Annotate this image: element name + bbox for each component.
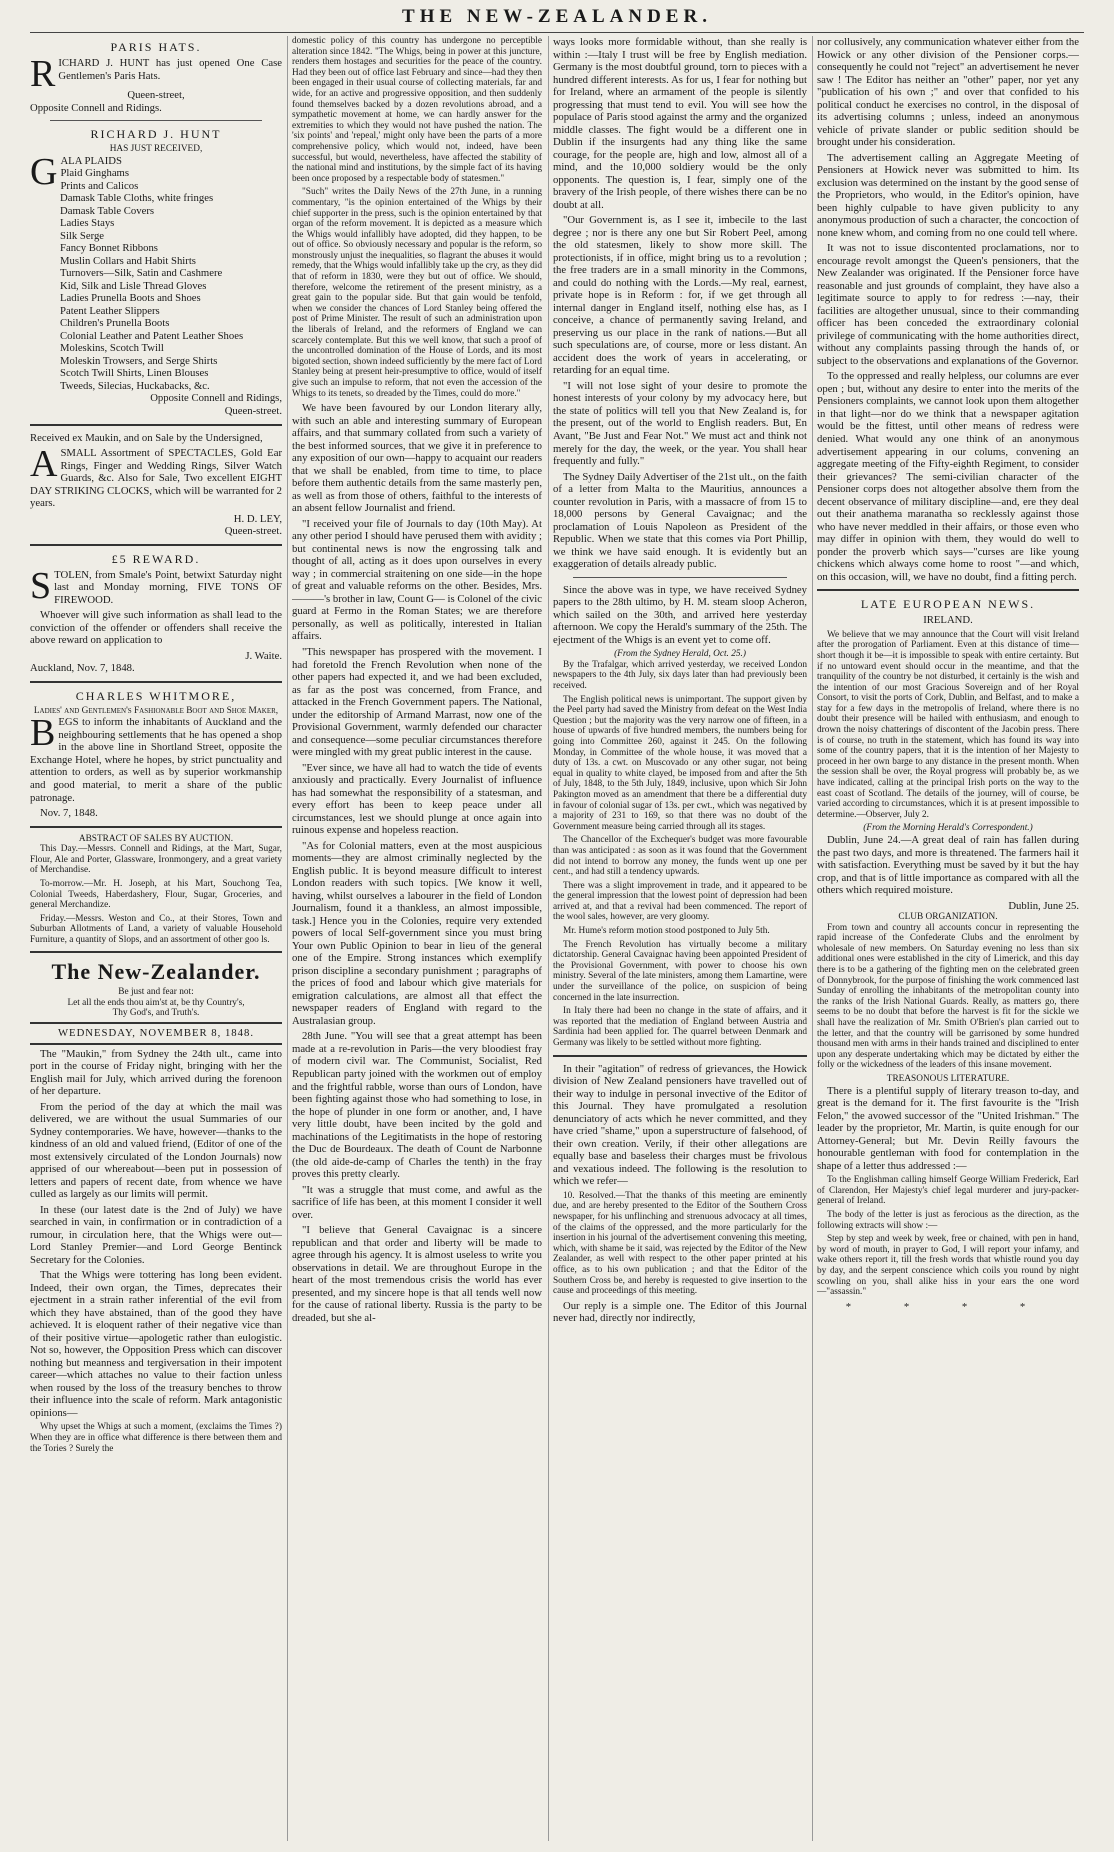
- section-rule: [553, 1055, 807, 1057]
- news-paragraph: The Chancellor of the Exchequer's budget was more favourable than was anticipated : as soon as it was found that the Government did not intend to borrow any money, the funds went up one per cent., and had still a tendency upwards.: [553, 835, 807, 878]
- article-paragraph: "Ever since, we have all had to watch the tide of events anxiously and practically. Every Journalist of influence has had somewhat the responsibility of a statesman, and every effort has been to keep peace under all circumstances, lest we should plunge at once again into ruinous expense and hopeless reaction.: [292, 761, 542, 837]
- reward-text: STOLEN, from Smale's Point, betwixt Saturday night last and Monday morning, FIVE TONS OF FIREWOOD.: [30, 564, 282, 607]
- subsection-heading: CLUB ORGANIZATION.: [898, 912, 998, 923]
- list-item: Colonial Leather and Patent Leather Shoes: [60, 329, 244, 342]
- hunt-heading: RICHARD J. HUNT: [90, 127, 222, 142]
- hunt-goods-list: [30, 150, 282, 393]
- article-paragraph: It was not to issue discontented proclamations, nor to encourage revolt amongst the Queen's pensioners, that the New Zealander was originated. If the Pensioner force have reasonable and just grounds of complaint, they have also a legitimate source to apply to for redress :—nay, their facilities are altogether unusual, since to their commanding officer has been conceded the extraordinary colonial privilege of communicating with the home authorities direct, without any complaints passing through the hands of, or subject to the observations and explanations of the Governor.: [817, 242, 1079, 367]
- ad-rule: [30, 681, 282, 683]
- news-paragraph: In Italy there had been no change in the state of affairs, and it was reported that the mediation of England between Austria and Sardinia had been applied for. The quarrel between Denmark and Germany was likely to be settled without more fighting.: [553, 1006, 807, 1049]
- paris-hats-heading: PARIS HATS.: [110, 40, 202, 54]
- auction-item: To-morrow.—Mr. H. Joseph, at his Mart, Souchong Tea, Colonial Tweeds, Haberdashery, Flour, Sugar, Groceries, and general Merchandize.: [30, 878, 282, 911]
- quoted-paragraph: domestic policy of this country has undergone no perceptible alteration since 1842. "The Whigs, being in power at this juncture, renders them hostages and securities for the peace of the country. Had they been out of office last February and since—had they then been engaged in their usual course of collecting materials, far and wide, for an active and progressive opposition, and then suddenly found themselves backed by a dozen revolutions abroad, and a sympathetic movement at home, we can hardly answer for the extremities to which they would not have pushed the nation. The 'six points' and 'repeal,' might only have been the parts of a more comprehensive policy, which would not, indeed, have been successful, but would, nevertheless, have affected the stability of the national mind and institutions, by the simple fact of its having been once proposed by a respectable body of statesmen.": [292, 36, 542, 184]
- list-item: Plaid Ginghams: [60, 167, 130, 180]
- reward-date: Auckland, Nov. 7, 1848.: [30, 662, 135, 675]
- list-item: Children's Prunella Boots: [60, 317, 170, 330]
- letter-quote: Step by step and week by week, free or chained, with pen in hand, by word of mouth, in prayer to God, I will report your infamy, and wake others report it, till the fresh words that whistle round you day by day, and the serpent conscience which coils you round by night scowling on you, shall alike hiss in your ears the one word—"assassin.": [817, 1234, 1079, 1298]
- list-item: Scotch Twill Shirts, Linen Blouses: [60, 367, 209, 380]
- section-heading: LATE EUROPEAN NEWS.: [860, 597, 1036, 612]
- list-item: Fancy Bonnet Ribbons: [60, 242, 158, 255]
- auction-item: This Day.—Messrs. Connell and Ridings, at the Mart, Sugar, Flour, Ale and Porter, Glassware, Ironmongery, and a great variety of Merchandise.: [30, 844, 282, 876]
- list-item: Damask Table Covers: [60, 204, 155, 217]
- asterism: * * * *: [845, 1300, 1051, 1313]
- article-paragraph: In these (our latest date is the 2nd of July) we have searched in vain, in confirmation or in contradiction of a rumour, in circulation here, that the Whigs were out—Lord Stanley Premier—and Lord George Bentinck Secretary for the Colonies.: [30, 1203, 282, 1266]
- news-paragraph: The French Revolution has virtually become a military dictatorship. General Cavaignac having been appointed President of the Provisional Government, with power to choose his own ministry. Several of the late ministers, among them Lamartine, were under the surveillance of the police, on suspicion of being concerned in the late insurrection.: [553, 939, 807, 1003]
- article-paragraph: Our reply is a simple one. The Editor of this Journal never had, directly nor indirectly,: [553, 1299, 807, 1325]
- motto: Let all the ends thou aim'st at, be thy Country's,: [67, 997, 245, 1008]
- quoted-paragraph: "Such" writes the Daily News of the 27th June, in a running commentary, "is the opinion entertained of the Whigs by their chief supporter in the press, such is the opinion entertained by that organ of the reform movement. It is depicted as a measure which the Whigs would infallibly have adopted, did they happen, to be out of office. So obviously necessary and popular is the reform, so monstrously unjust the inequalities, so flagrant the abuses it would remedy, that the Whigs would infallibly take up the cry, as they did that of reform in 1830, were they but out of office. We should, therefore, welcome the retirement of the present ministry, as a great gain to the popular side. But that gain would be tenfold, when we consider the chances of Lord Stanley being offered the post of Prime Minister. The result of such an administration upon the liberals of Ireland, and the reformers of England we can scarcely contemplate. But this we well know, that such a proof of the uncontrolled domination of the House of Lords, and its most bigoted section, shown indeed sufficiently by the mere fact of Lord Stanley being at present heir-presumptive to office, would of itself give such an impulse to reform, that not even the accession of the Whigs to its tenets, so dreaded by the Times, could do more.": [292, 187, 542, 399]
- drop-cap: G: [30, 150, 58, 193]
- list-item: Prints and Calicos: [60, 179, 139, 192]
- dateline-rule: [30, 1043, 282, 1045]
- column-divider: [287, 36, 288, 1841]
- dateline: WEDNESDAY, NOVEMBER 8, 1848.: [57, 1027, 255, 1039]
- article-paragraph: Dublin, June 24.—A great deal of rain has fallen during the past two days, and more is threatened. The farmers hail it with satisfaction. Everything must be saved by it but the hay crop, and that is of little importance as compared with all the others which required moisture.: [817, 834, 1079, 897]
- letter-intro: The body of the letter is just as ferocious as the direction, as the following extracts will show :—: [817, 1209, 1079, 1231]
- news-paragraph: We believe that we may announce that the Court will visit Ireland after the prorogation of Parliament. Even at this distance of time—short though it be—it is impossible to speak with entire certainty. But if no untoward event should occur in the meantime, and that the tranquility of the country be not disturbed, it certainly is the wish and the intention of our most Gracious Sovereign and of her Royal Consort, to visit the ports of Cork, Dublin, and Belfast, and to make a stay for a few days in the metropolis of Ireland, where there is no doubt their presence will be hailed with enthusiasm, and enough to drown the noisy chatterings of discontent of the Jacobin press. There is of course, no truth in the statement, which has found its way into some of the country papers, that it is the intention of her Majesty to proceed in her own barge to any distance in the present month. When the session shall be over, the Royal progress will probably be, as we have indicated, calling at the principal Irish ports on the way to the east coast of Scotland. The details of the journey, will of course, be varied according to circumstances, which it is at present impossible to determine.—Observer, July 2.: [817, 629, 1079, 820]
- list-item: Kid, Silk and Lisle Thread Gloves: [60, 279, 207, 292]
- dateline-rule: [30, 1022, 282, 1024]
- article-paragraph: ways looks more formidable without, than she really is within :—Italy I trust will be free by English mediation. Germany is the most doubtful ground, torn to pieces with a hundred different interests. As for us, I fear for nothing but for Ireland, where an armament of the people is silently progressing that must tend to evil. You will see how the populace of Paris stood against the army and the organized middle classes. The fight would be a different one in Dublin if the insurgents had any thing like the same courage, for the people are, high and low, almost all of a mind, and the 10,000 soldiery would be the only opponents. The question is, I fear, simply one of the bravery of the Irish people, of there wishes there can be no doubt at all.: [553, 36, 807, 211]
- signature: H. D. LEY,: [233, 512, 282, 525]
- column-3: [553, 36, 807, 1841]
- masthead: THE NEW-ZEALANDER.: [402, 6, 712, 27]
- auction-heading: ABSTRACT OF SALES BY AUCTION.: [78, 833, 234, 844]
- article-paragraph: The Sydney Daily Advertiser of the 21st ult., on the faith of a letter from Malta to the Mauritius, announces a counter revolution in Paris, with a massacre of from 15 to 18,000 persons by General Cavaignac; and the proclamation of Louis Napoleon as President of the Republic. When we state that this comes via Port Phillip, we think we have said enough. It is evidently but an exaggeration of details already public.: [553, 470, 807, 571]
- article-paragraph: Why upset the Whigs at such a moment, (exclaims the Times ?) When they are in office what difference is there between them and the Tories ? Surely the: [30, 1422, 282, 1454]
- source-credit: (From the Sydney Herald, Oct. 25.): [614, 649, 746, 660]
- section-rule: [573, 577, 787, 578]
- ad-rule: [30, 544, 282, 546]
- news-paragraph: From town and country all accounts concur in representing the rapid increase of the Confederate Clubs and the enrolment by wholesale of new members. On Saturday evening no less than six additional ones were established in the city of Limerick, and this day there is to be a gathering of the fighting men on the celebrated green of Donnybrook, for the purpose of finishing the work commenced last Sunday of enrolling the inhabitants of the metropolitan county into the ranks of the Irish National Guards. Really, as matters go, there seems to be no doubt that before the harvest is fit for the sickle we shall have the realization of Mr. Smith O'Brien's plan carried out to the letter, and that the country will be garrisoned by some hundred thousand men with arms in their hands trained and disciplined to enter upon any desperate undertaking which may be dictated by either the folly or the wickedness of the leaders of this insane movement.: [817, 922, 1079, 1071]
- auction-item: Friday.—Messrs. Weston and Co., at their Stores, Town and Suburban Allotments of Land, a variety of valuable Household Furniture, a quantity of Slops, and an assortment of other goo ls.: [30, 913, 282, 945]
- list-item: Moleskin Trowsers, and Serge Shirts: [60, 354, 218, 367]
- hunt-subheading: HAS JUST RECEIVED,: [109, 144, 203, 155]
- list-item: Damask Table Cloths, white fringes: [60, 192, 214, 205]
- article-paragraph: "This newspaper has prospered with the movement. I had foretold the French Revolution when none of the other papers had expected it, and we had been excluded, as far as the post was concerned, from France, and attacked in the French Government papers. The National, under the editorship of Armand Marrast, now one of the Provisional Government, warmly defended our character and consequence—some peculiar circumstances therefore were mingled with my great public interest in the cause.: [292, 645, 542, 759]
- article-paragraph: From the period of the day at which the mail was delivered, we are without the usual Summaries of our Sydney contemporaries. We have, however—thanks to the kindness of an old and valued friend, (Editor of one of the most extensively circulated of the London Journals) now apprised of our whereabout—been put in possession of letters and papers of recent date, from whence we have culled as largely as our limits will permit.: [30, 1100, 282, 1201]
- column-divider: [548, 36, 549, 1841]
- whitmore-subheading: Ladies' and Gentlemen's Fashionable Boot and Shoe Maker,: [33, 705, 279, 716]
- address: Opposite Connell and Ridings,: [150, 392, 282, 405]
- maukin-lead: Received ex Maukin, and on Sale by the Undersigned,: [30, 431, 263, 444]
- reward-heading: £5 REWARD.: [111, 551, 201, 566]
- article-paragraph: There is a plentiful supply of literary treason to-day, and great is the demand for it. The first favourite is the "Irish Felon," the avowed successor of the "United Irishman." The leader by the proprietor, Mr. Martin, is quite enough for our Attorney-General; but Mr. Devin Reilly favours the honourable gentleman with food for contemplation in the shape of a letter thus addressed :—: [817, 1084, 1079, 1172]
- list-item: Ladies Prunella Boots and Shoes: [60, 292, 201, 305]
- whitmore-heading: CHARLES WHITMORE,: [75, 688, 237, 703]
- column-1: [30, 36, 282, 1841]
- article-paragraph: "I received your file of Journals to day (10th May). At any other period I should have perused them with avidity ; but continental news is now the engrossing talk and thought of all, acting as it does upon ourselves in every way ; in commercial straitening on one side—in the hope of great and valuable reforms on the other. Besides, Mrs. ———'s brother in law, Count G— is Colonel of the civic guard at Fermo in the Roman States; we are therefore personally, as well as politically, interested in Italian affairs.: [292, 517, 542, 643]
- source-credit: (From the Morning Herald's Correspondent.): [863, 823, 1033, 834]
- list-item: ALA PLAIDS: [60, 154, 122, 167]
- resolution-quote: 10. Resolved.—That the thanks of this meeting are eminently due, and are hereby presented to the Editor of the Southern Cross newspaper, for his unflinching and strenuous advocacy at all times, of the claims of the oppressed, and the more particularly for the insertion in his journal of the advertisement convening this meeting, which, with shame be it said, was rejected by the Editor of the New Zealander, as well with respect to the other paper printed at his office, as to his own publication ; and that the Editor of the Southern Cross be, and hereby is requested to give insertion to the cause and proceedings of this meeting.: [553, 1190, 807, 1297]
- drop-cap: B: [30, 712, 56, 755]
- drop-cap: R: [30, 53, 56, 96]
- masthead-rule: [30, 32, 1084, 33]
- list-item: Moleskins, Scotch Twill: [60, 342, 164, 355]
- column-2: [292, 36, 542, 1841]
- address: Opposite Connell and Ridings.: [30, 101, 162, 114]
- column-4: [817, 36, 1079, 1841]
- article-paragraph: To the oppressed and really helpless, our columns are ever open ; but, without any desire to enter into the merits of the Pensioners complaints, we cannot look upon them altogether in that light—nor do we think that a newspaper agitation would be the fittest, until other means of redress were denied. What would any one think of an anonymous advertisement appearing in our colums, convening an aggregate meeting of the Fifty-eighth Regiment, to consider their grievances? The semi-civilian character of the Pensioner corps does not altogether absolve them from the decent observance of military discipline—and, ere they deal out their anathema maranatha so recklessly against those who have never meddled in their affairs, or those even who may differ in opinion with them, they would do well to ponder the proverb which says—"curses are like young chickens which always come home to roost "—and which, on this occasion, will, we have no doubt, find a fitting perch.: [817, 370, 1079, 583]
- article-paragraph: Since the above was in type, we have received Sydney papers to the 28th ultimo, by H. M. steam sloop Acheron, which sailed on the 30th, and arrived here yesterday afternoon. We copy the Herald's summary of the 25th. The ejectment of the Whigs is an event yet to come off.: [553, 583, 807, 646]
- article-paragraph: "I believe that General Cavaignac is a sincere republican and that order and liberty will be made to agree through his agency. It is almost useless to write you observations in detail. We are throughout Europe in the heart of the most tremendous crisis the world has ever presented, and my sincere hope is that all tends well now for the cause of rational liberty. Russia is the party to be dreaded, but she al-: [292, 1224, 542, 1324]
- ad-rule: [50, 120, 262, 121]
- list-item: Ladies Stays: [60, 217, 115, 230]
- drop-cap: S: [30, 564, 52, 607]
- signature: J. Waite.: [245, 649, 282, 662]
- nameplate: The New-Zealander.: [51, 959, 261, 985]
- article-paragraph: The advertisement calling an Aggregate Meeting of Pensioners at Howick never was submitted to him. Its exclusion was determined on the instant by the good sense of the Proprietors, who would, in the Editor's opinion, have been highly culpable to have given publicity to any anonymous production of such a character, the concoction of none knew whom, and coming from no one could tell where.: [817, 151, 1079, 239]
- column-divider: [812, 36, 813, 1841]
- article-paragraph: "It was a struggle that must come, and awful as the sacrifice of life has been, at this moment I consider it well over.: [292, 1183, 542, 1221]
- section-rule: [817, 589, 1079, 591]
- whitmore-date: Nov. 7, 1848.: [40, 807, 98, 820]
- article-paragraph: 28th June. "You will see that a great attempt has been made at a re-revolution in Paris—the very bloodiest fray of modern civil war. The Communist, Socialist, Red Republican party joined with the workmen out of employ and the frightful rabble, worse than ours of London, have been fighting against those who had something to lose, in the hope of plunder in one form or another, and, I have very little doubt, have been incited by the gold and machinations of the Legitimatists in the hope of restoring the Duc de Bourdeaux. The death of Count de Narbonne (the old aide-de-camp of Charles the tenth) in the fray proves this pretty clearly.: [292, 1030, 542, 1181]
- article-paragraph: nor collusively, any communication whatever either from the Howick or any other division of the Pensioner corps.—consequently he could not "reject" an advertisement he never saw ! The Editor has neither an "other" paper, nor yet any "publication of his own ;" and over that confided to his political conduct he exercises no control, in the disposal of its advertising columns ; unless, indeed an anonymous vehicle of private slander or public sedition should be brought under his consideration.: [817, 36, 1079, 149]
- article-paragraph: "As for Colonial matters, even at the most auspicious moments—they are almost criminally neglected by the English public. It is beyond measure difficult to interest London readers with such topics. [We know it well, having, whilst ourselves a labourer in the field of London Journalism, found it a thankless, an almost impossible, task.] Hence you in the Colonies, require very extended powers of local Self-government since you must bring Your own Public Opinion to bear in lieu of the general one of the Empire. Strong instances which exemplify prison discipline a secondary punishment ; paragraphs of the prices of food and labour which give materials for emigration calculations, are almost all that effect the newspaper readers of England with regard to the Australasian group.: [292, 839, 542, 1027]
- article-paragraph: "I will not lose sight of your desire to promote the honest interests of your colony by my advocacy here, but the state of politics will tell you that New Zealand is, for the present, out of the world to English readers. But, En Avant, "Be Just and Fear Not." We must act and think not merely for the day, the week, or the year. You shall hear frequently and fully.": [553, 379, 807, 468]
- address: Queen-street,: [127, 89, 185, 102]
- article-paragraph: In their "agitation" of redress of grievances, the Howick division of New Zealand pensioners have travelled out of their way to indulge in personal invective of the Editor of this Journal. They have promulgated a resolution denunciatory of acts which he never committed, and they have cried "shame," upon a superstructure of falsehood, of their own creation. Verily, if their other allegations are equally base and baseless their charges must be frivolous and vexatious indeed. The following is the resolution to which we refer—: [553, 1062, 807, 1188]
- list-item: Tweeds, Silecias, Huckabacks, &c.: [60, 379, 210, 392]
- list-item: Muslin Collars and Habit Shirts: [60, 254, 196, 267]
- news-paragraph: There was a slight improvement in trade, and it appeared to be the general impression that the lowest point of depression had been arrived at, and that a revival had been commenced. The report of the wool sales, however, are very gloomy.: [553, 880, 807, 923]
- list-item: Turnovers—Silk, Satin and Cashmere: [60, 267, 223, 280]
- article-paragraph: The "Maukin," from Sydney the 24th ult., came into port in the course of Friday night, bringing with her the English mail for July, which arrived during the forenoon of her departure.: [30, 1047, 282, 1098]
- address: Queen-street.: [224, 405, 282, 417]
- ad-rule: [30, 826, 282, 828]
- paris-hats-text: RICHARD J. HUNT has just opened One Case Gentlemen's Paris Hats.: [30, 53, 282, 96]
- subsection-heading: TREASONOUS LITERATURE.: [886, 1074, 1010, 1084]
- drop-cap: A: [30, 443, 58, 486]
- news-paragraph: Mr. Hume's reform motion stood postponed to July 5th.: [563, 926, 770, 937]
- news-paragraph: By the Trafalgar, which arrived yesterday, we received London newspapers to the 4th July, six days later than had previously been received.: [553, 659, 807, 692]
- subsection-heading: IRELAND.: [923, 614, 973, 627]
- ad-rule: [30, 951, 282, 953]
- ad-rule: [30, 424, 282, 426]
- letter-address: To the Englishman calling himself George William Frederick, Earl of Clarendon, Her Majesty's chief legal murderer and jury-packer-general of Ireland.: [817, 1175, 1079, 1207]
- reward-text-2: Whoever will give such information as shall lead to the conviction of the offender or offenders shall receive the above reward on application to: [30, 609, 282, 647]
- motto: Thy God's, and Truth's.: [112, 1008, 200, 1019]
- article-paragraph: "Our Government is, as I see it, imbecile to the last degree ; nor is there any one but Sir Robert Peel, among the old statesmen, likely to show more skill. The protectionists, if in office, might bring us to a revolution ; the free traders are in a small minority in the Commons, and could do nothing with the Lords.—My real, earnest, private hope is in Reform : for, if we get through all internal danger in England itself, nothing else has, as I conceive, a chance of permanently saving Ireland, and preserving us our place in the rank of nations.—But all such speculations are, of course, more or less distant. An accident does the work of years in accelerating, or retarding for an equal time.: [553, 214, 807, 377]
- address: Queen-street.: [224, 525, 282, 538]
- article-paragraph: That the Whigs were tottering has long been evident. Indeed, their own organ, the Times, deprecates their ejectment in a strain rather inferential of the evil from which they have abstained, than of the good they have achieved. It is eloquent rather of their negative vice than of their positive virtue—apologetic rather than eulogistic. Not so, however, the Opposition Press which can discover nothing but meanness and tergiversation in their impotent career—which attaches no value to their faction unless when roused by the loss of the treasury benches to throw their influence into the scale of reform. Mark antagonistic opinions—: [30, 1269, 282, 1419]
- list-item: Patent Leather Slippers: [60, 304, 160, 317]
- article-paragraph: We have been favoured by our London literary ally, with such an able and interesting summary of European affairs, and that summary collated from such a variety of the best informed sources, that we give it in preference to any exposition of our own—happy to acquaint our readers that we shall be enabled, from time to time, to place before them authentic details from the same masterly pen, as well as from those of others, faithful to the interests of an absent fellow Journalist and friend.: [292, 402, 542, 515]
- list-item: Silk Serge: [60, 229, 105, 242]
- news-paragraph: The English political news is unimportant. The support given by the Peel party had saved the Ministry from defeat on the West India Question ; but the majority was the very narrow one of fifteen, in a house of upwards of five hundred members, the numbers being for going into Committee 260, against it 245. On the following Monday, in Committee of the whole house, it was moved that a duty of 13s. a cwt. on Muscovado or any other sugar, not being equal in quality to white clayed, be imposed from and after the 5th of July, 1848, to the 5th July, 1849, inclusive, upon which Sir John Pakington moved as an amendment that there be a differential duty in favour of colonial sugar of 13s. per cwt., which was negatived by a majority of 231 to 169, so that there was no doubt of the Government measure being carried through all its stages.: [553, 694, 807, 832]
- maukin-text: ASMALL Assortment of SPECTACLES, Gold Ear Rings, Finger and Wedding Rings, Silver Watch Guards, &c. Also for Sale, Two excellent EIGHT DAY STRIKING CLOCKS, which will be warranted for 2 years.: [30, 443, 282, 510]
- motto: Be just and fear not:: [118, 987, 194, 998]
- whitmore-text: BEGS to inform the inhabitants of Auckland and the neighbouring settlements that he has opened a shop in the above line in Shortland Street, opposite the Exchange Hotel, where he hopes, by strict punctuality and attention to orders, as well as by superior workmanship and good material, to merit a share of the public patronage.: [30, 712, 282, 804]
- dateline: Dublin, June 25.: [1008, 899, 1079, 912]
